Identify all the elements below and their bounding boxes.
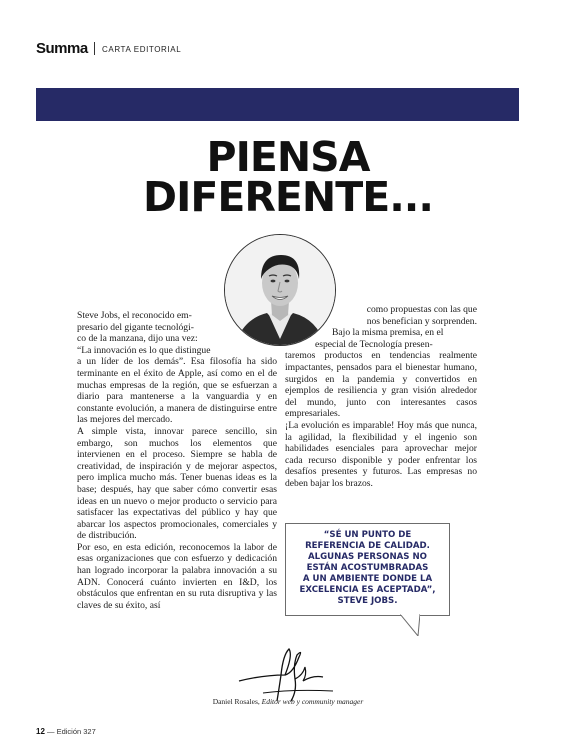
paragraph-line: co de la manzana, dijo una vez: [77, 333, 198, 345]
paragraph: Por eso, en esta edición, reconocemos la labor de esas organizaciones que con esfuerzo y dedicación han logrado incorporar la palabra innovación a su ADN. Conocerá cuánto invierten en I&D, los obstáculos que enfrentan en su ruta disruptiva y las claves de su éxito, así [77, 541, 277, 611]
paragraph-line: Steve Jobs, el reconocido em- [77, 310, 192, 321]
editor-role: Editor web y community manager [261, 697, 364, 706]
magazine-logo: Summa [36, 40, 88, 57]
handwritten-signature-icon [233, 645, 343, 705]
body-right-column [285, 304, 477, 490]
body-left-column [77, 310, 277, 611]
quote-line: REFERENCIA DE CALIDAD. [305, 541, 430, 551]
paragraph: A simple vista, innovar parece sencillo, sin embargo, son muchos los elementos que intervienen en el proceso. Siempre se habla de creatividad, de inspiración y de mejorar aspectos, pero implica mucho más. Tener buenas ideas es la base; después, hay que saber cómo convertir esas ideas en un nuevo o mejor producto o servicio para satisfacer las expectativas del público y hay que abarcar los aspectos promocionales, comerciales y de distribución. [77, 425, 277, 542]
quote-line: ESTÁN ACOSTUMBRADAS [306, 563, 429, 573]
pull-quote-box [285, 523, 450, 616]
page-number: 12 [36, 727, 45, 736]
edition-label: — Edición 327 [47, 727, 96, 736]
headline-line-2: DIFERENTE... [143, 173, 433, 221]
quote-tail-icon [400, 614, 420, 636]
section-label: CARTA EDITORIAL [102, 45, 182, 54]
paragraph: a un líder de los demás”. Esa filosofía ha sido terminante en el éxito de Apple, así como en el de muchas empresas de la región, que se esfuerzan a diario para mantenerse a la vanguardia y en constante evolución, a manera de distinguirse entre las mejores del mercado. [77, 356, 277, 426]
paragraph-line: especial de Tecnología presen- [315, 338, 433, 350]
paragraph-line: presario del gigante tecnológi- [77, 321, 194, 333]
page-footer [36, 727, 96, 736]
editor-name: Daniel Rosales, [212, 697, 260, 706]
header-divider [94, 42, 95, 55]
quote-line: ALGUNAS PERSONAS NO [308, 552, 427, 562]
paragraph-line: Bajo la misma premisa, en el [332, 327, 444, 339]
quote-line: A UN AMBIENTE DONDE LA [302, 574, 433, 584]
paragraph-line: “La innovación es lo que distingue [77, 344, 211, 356]
paragraph-line: nos benefician y sorprenden. [366, 315, 477, 327]
paragraph: taremos productos en tendencias realmente impactantes, pensados para el bienestar humano, surgidos en la pandemia y convertidos en ejemplos de resiliencia y gran visión alrededor del mundo, junto con interesantes casos empresariales. [285, 350, 477, 420]
header-color-band [36, 88, 519, 121]
paragraph-line: como propuestas con las que [366, 304, 477, 315]
headline-line-1: PIENSA [206, 133, 370, 181]
signature-caption [178, 697, 398, 706]
quote-line: “SÉ UN PUNTO DE [323, 530, 412, 540]
quote-line: STEVE JOBS. [337, 596, 398, 606]
paragraph: ¡La evolución es imparable! Hoy más que nunca, la agilidad, la flexibilidad y el ingenio son habilidades esenciales para aprovechar mejor cada recurso disponible y poder enfrentar los desafíos presentes y futuros. Las empresas no deben bajar los brazos. [285, 419, 477, 489]
pull-quote-text [286, 530, 449, 607]
quote-line: EXCELENCIA ES ACEPTADA”, [299, 585, 436, 595]
